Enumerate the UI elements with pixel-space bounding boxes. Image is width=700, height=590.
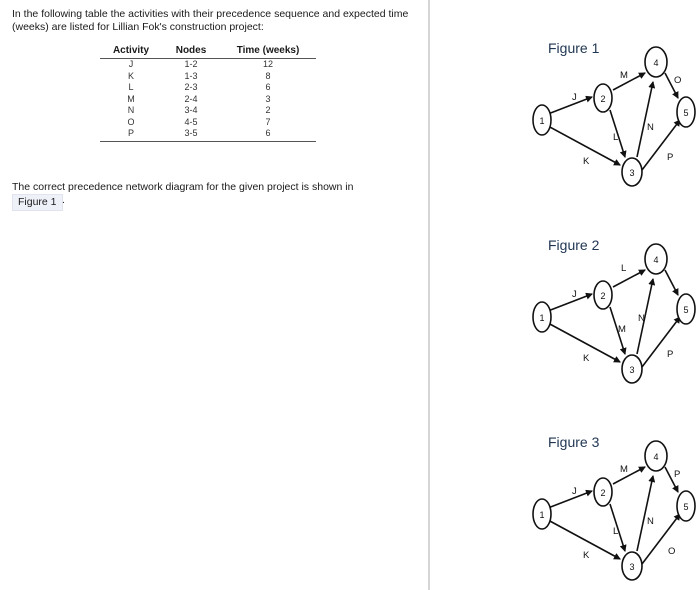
figure-1 (530, 40, 700, 190)
table-row (100, 71, 316, 83)
edge-label-m: M (620, 70, 628, 81)
node-3-label: 3 (629, 562, 635, 572)
edge-label-m: M (620, 464, 628, 475)
cell-nodes: 1-3 (184, 70, 198, 81)
edge-label-o: O (668, 546, 676, 557)
edge-l (613, 270, 645, 287)
edge-label-k: K (583, 550, 590, 561)
edge-m (613, 73, 645, 90)
table-row (100, 128, 316, 141)
node-5-label: 5 (683, 502, 689, 512)
panel-divider (428, 0, 430, 590)
edge-label-l: L (613, 526, 619, 537)
node-5-label: 5 (683, 108, 689, 118)
cell-activity: N (127, 105, 135, 115)
edge-label-p: P (674, 469, 681, 480)
cell-nodes: 2-3 (184, 82, 198, 92)
figure-2-title: Figure 2 (548, 237, 600, 253)
figure-1-network (530, 40, 700, 190)
table-row (100, 59, 316, 71)
cell-nodes: 1-2 (184, 59, 198, 69)
edge-n (637, 82, 653, 157)
node-1-label: 1 (539, 116, 545, 126)
figure-3 (530, 434, 700, 584)
edge-j (548, 491, 592, 508)
edge-label-k: K (583, 156, 590, 167)
edge-label-l: L (621, 263, 627, 274)
edge-label-j: J (572, 92, 577, 103)
cell-time: 12 (262, 59, 273, 69)
table-row (100, 105, 316, 117)
cell-time: 8 (265, 70, 271, 81)
edge-o (665, 270, 678, 295)
edge-label-n: N (647, 122, 654, 133)
node-4-label: 4 (653, 255, 659, 265)
answer-dropdown[interactable]: Figure 1 (12, 194, 63, 211)
edge-label-l: L (613, 132, 619, 143)
col-nodes: Nodes (162, 44, 220, 59)
cell-activity: O (127, 116, 135, 127)
node-3-label: 3 (629, 168, 635, 178)
table-row (100, 117, 316, 129)
edge-j (548, 294, 592, 311)
cell-time: 7 (265, 116, 271, 127)
cell-time: 3 (265, 93, 271, 104)
edge-label-n: N (638, 313, 645, 324)
question-intro: In the following table the activities with their precedence sequence and expected time (weeks) are listed for Lillian Fok's construction project: (12, 8, 409, 33)
edge-n (637, 476, 653, 551)
cell-activity: L (128, 82, 134, 92)
figure-3-network (530, 434, 700, 584)
cell-time: 2 (265, 105, 271, 115)
edge-label-n: N (647, 516, 654, 527)
node-5-label: 5 (683, 305, 689, 315)
edge-m (613, 467, 645, 484)
cell-time: 6 (220, 128, 316, 141)
edge-label-j: J (572, 486, 577, 497)
cell-nodes: 2-4 (184, 93, 198, 104)
col-activity: Activity (100, 44, 162, 59)
figure-2-network (530, 237, 700, 387)
table-row (100, 94, 316, 106)
cell-activity: P (100, 128, 162, 141)
answer-text: The correct precedence network diagram for the given project is shown in (12, 181, 354, 193)
edge-label-j: J (572, 289, 577, 300)
node-3-label: 3 (629, 365, 635, 375)
answer-period: . (62, 194, 65, 206)
table-row (100, 82, 316, 94)
cell-activity: J (128, 59, 134, 69)
figure-2 (530, 237, 700, 387)
node-2-label: 2 (600, 291, 606, 301)
edge-p (642, 317, 680, 367)
node-2-label: 2 (600, 94, 606, 104)
figure-3-title: Figure 3 (548, 434, 600, 450)
edge-label-m: M (618, 324, 626, 335)
edge-label-k: K (583, 353, 590, 364)
activity-table (100, 44, 316, 142)
edge-label-p: P (667, 349, 674, 360)
cell-activity: K (127, 70, 134, 81)
node-4-label: 4 (653, 452, 659, 462)
cell-nodes: 3-5 (162, 128, 220, 141)
cell-nodes: 4-5 (184, 116, 198, 127)
figure-1-title: Figure 1 (548, 40, 600, 56)
cell-activity: M (127, 93, 135, 104)
edge-j (548, 97, 592, 114)
col-time: Time (weeks) (220, 44, 316, 59)
node-2-label: 2 (600, 488, 606, 498)
edge-label-o: O (674, 75, 682, 86)
cell-nodes: 3-4 (184, 105, 198, 115)
node-1-label: 1 (539, 510, 545, 520)
edge-label-p: P (667, 152, 674, 163)
node-1-label: 1 (539, 313, 545, 323)
node-4-label: 4 (653, 58, 659, 68)
table-header-row (100, 44, 316, 59)
cell-time: 6 (265, 82, 271, 92)
